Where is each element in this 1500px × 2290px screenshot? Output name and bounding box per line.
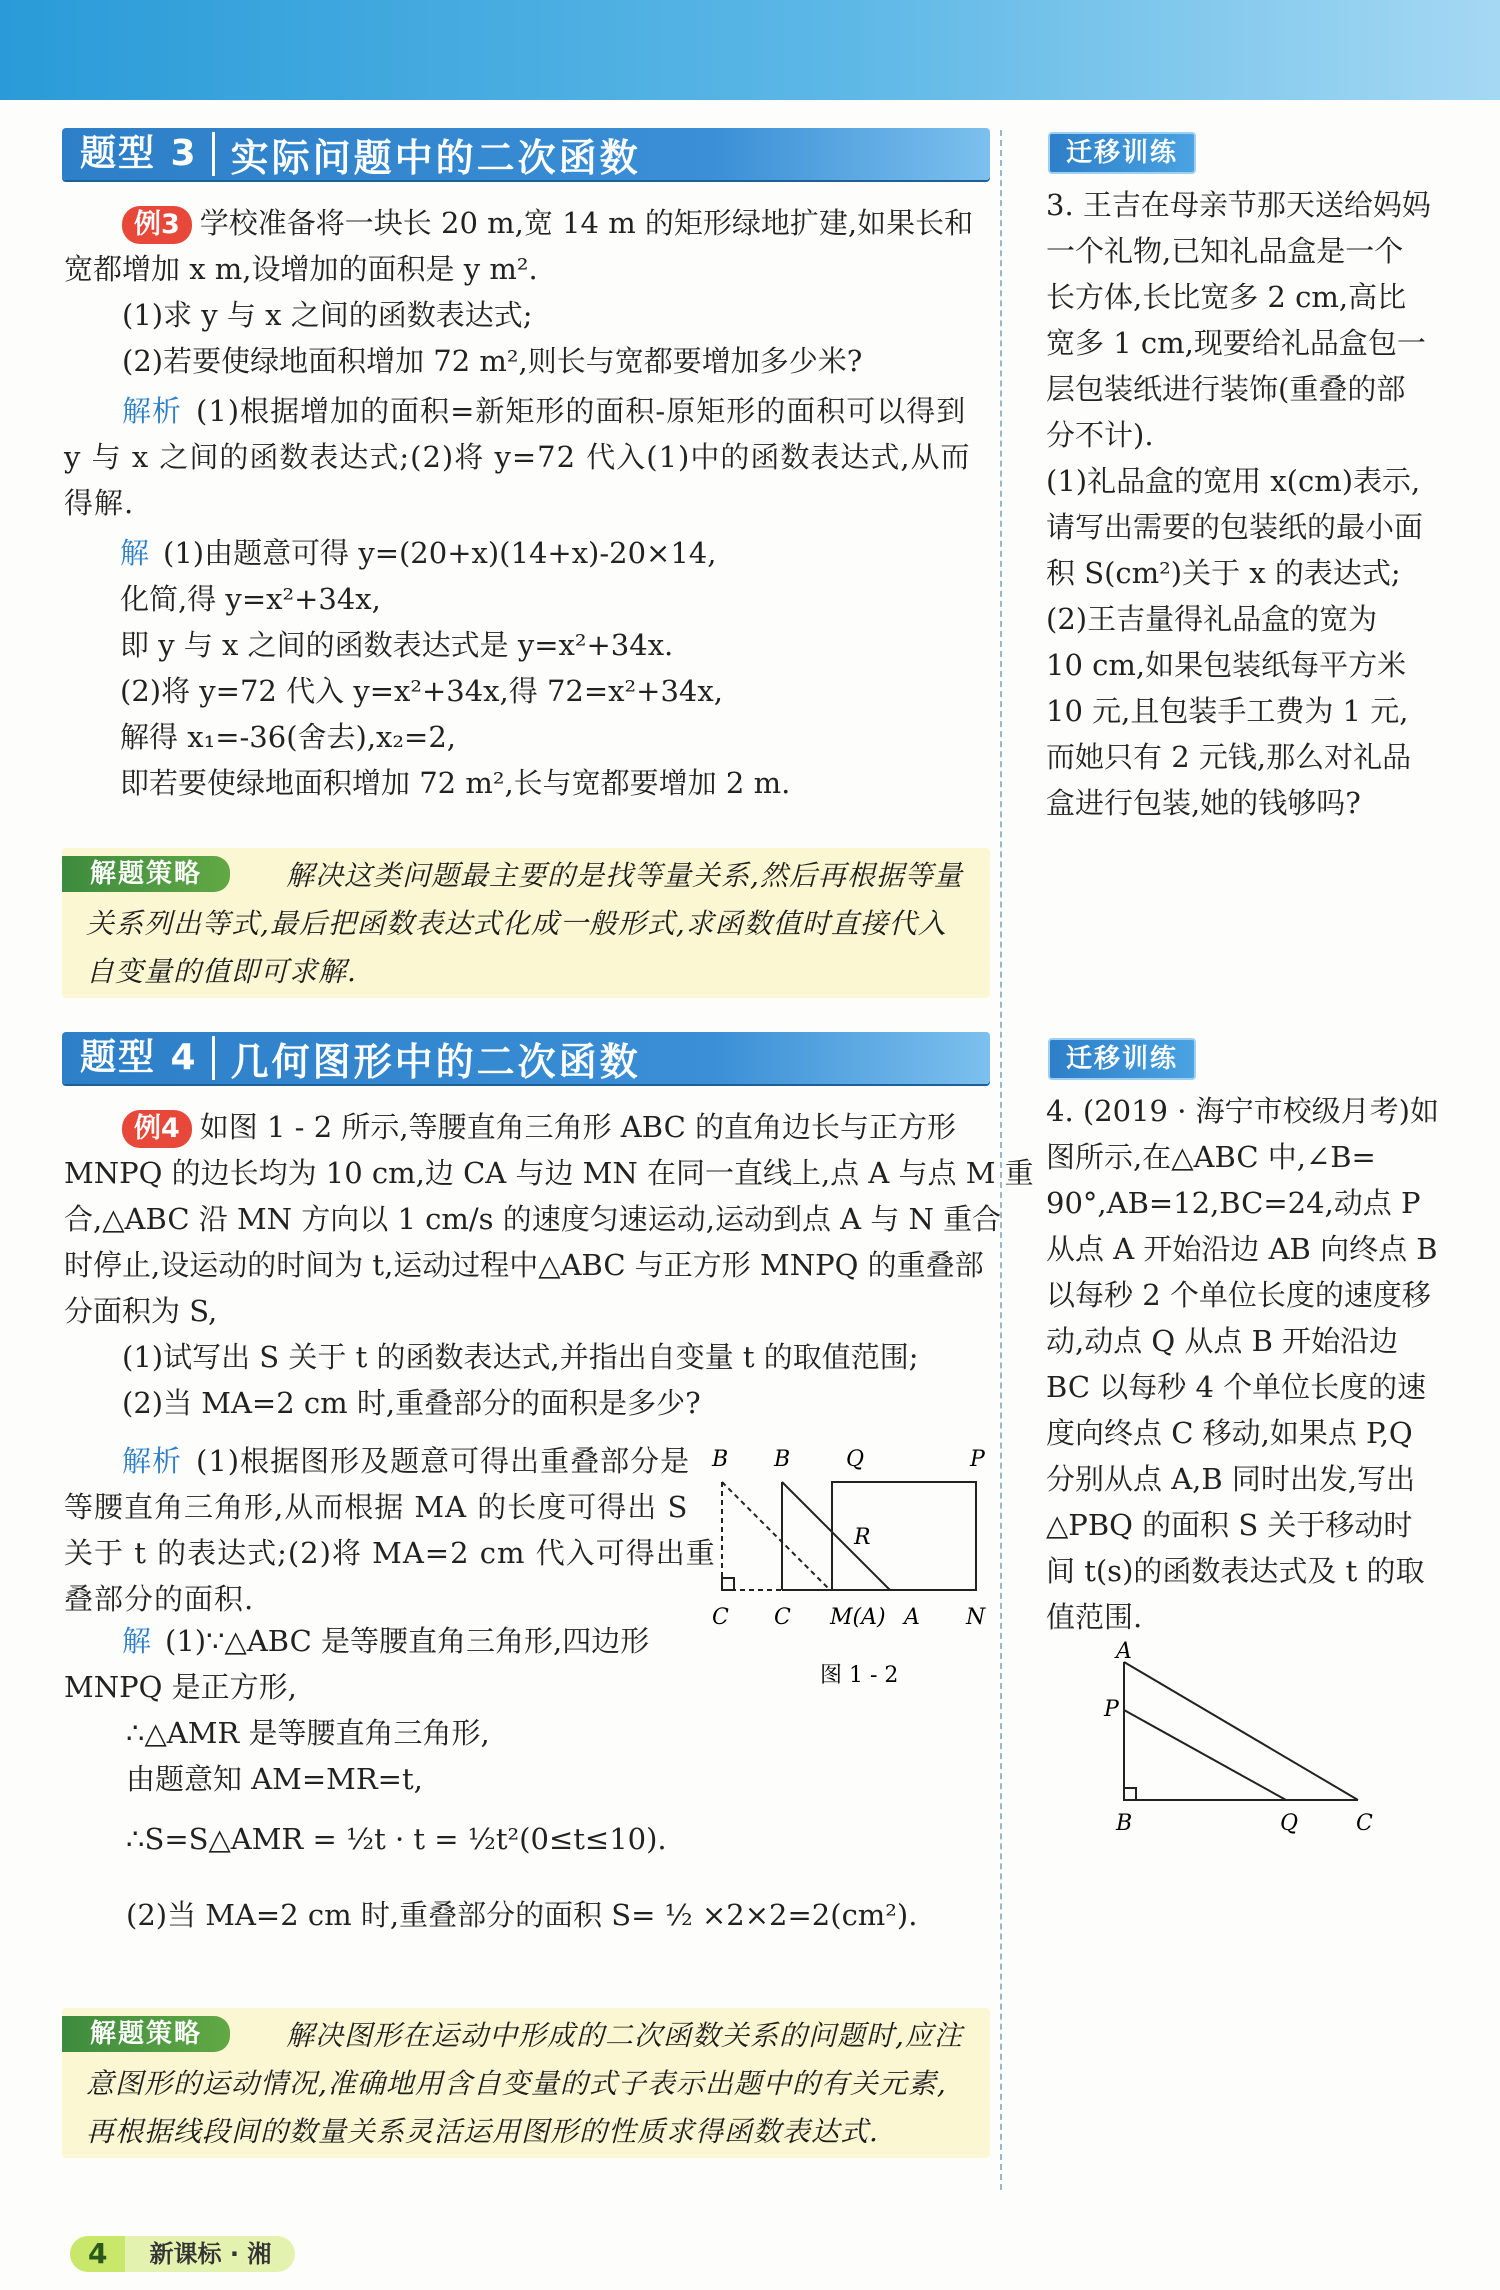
- q3-line: 积 S(cm²)关于 x 的表达式;: [1046, 556, 1401, 590]
- label-B2: B: [774, 1447, 791, 1472]
- problem-line: 合,△ABC 沿 MN 方向以 1 cm/s 的速度匀速运动,运动到点 A 与 N 重合: [64, 1202, 1002, 1236]
- problem-line: (1)试写出 S 关于 t 的函数表达式,并指出自变量 t 的取值范围;: [122, 1340, 919, 1374]
- analysis-line: 关于 t 的表达式;(2)将 MA=2 cm 代入可得出重: [64, 1536, 716, 1570]
- solution-label: 解: [122, 1624, 152, 1658]
- q3-line: 而她只有 2 元钱,那么对礼品: [1046, 740, 1412, 774]
- q4-line: 4. (2019 · 海宁市校级月考)如: [1046, 1094, 1439, 1128]
- problem-line: (2)若要使绿地面积增加 72 m²,则长与宽都要增加多少米?: [122, 344, 863, 378]
- problem-line: 学校准备将一块长 20 m,宽 14 m 的矩形绿地扩建,如果长和: [199, 206, 974, 240]
- transfer-tag-1: 迁移训练: [1048, 132, 1196, 174]
- section-3-header: [62, 128, 990, 180]
- example-3-solution: [120, 530, 990, 806]
- example-3-badge: 例3: [122, 206, 192, 244]
- problem-line: 如图 1 - 2 所示,等腰直角三角形 ABC 的直角边长与正方形: [199, 1110, 957, 1144]
- example-4-badge: 例4: [122, 1110, 192, 1148]
- q4-line: 以每秒 2 个单位长度的速度移: [1046, 1278, 1431, 1312]
- analysis-line: 等腰直角三角形,从而根据 MA 的长度可得出 S: [64, 1490, 689, 1524]
- page-footer: [70, 2236, 295, 2272]
- triangle-hyp: [782, 1482, 890, 1590]
- strategy-tag: 解题策略: [62, 2016, 230, 2052]
- analysis-label: 解析: [122, 1444, 183, 1478]
- label-B1: B: [712, 1447, 729, 1472]
- section-4-title: 几何图形中的二次函数: [230, 1039, 641, 1084]
- q3-line: 3. 王吉在母亲节那天送给妈妈: [1046, 188, 1431, 222]
- solution-line: 由题意知 AM=MR=t,: [126, 1762, 423, 1796]
- q4-line: 间 t(s)的函数表达式及 t 的取: [1046, 1554, 1425, 1588]
- strategy-text: 解决图形在运动中形成的二次函数关系的问题时,应注意图形的运动情况,准确地用含自变量的式子表示出题中的有关元素,再根据线段间的数量关系灵活运用图形的性质求得函数表达式.: [86, 2019, 963, 2148]
- q4-line: 动,动点 Q 从点 B 开始沿边: [1046, 1324, 1399, 1358]
- label-B: B: [1116, 1811, 1133, 1836]
- example-4-problem: [64, 1104, 1034, 1426]
- solution-line: ∴S=S△AMR = ½t · t = ½t²(0≤t≤10).: [126, 1822, 667, 1856]
- q4-line: △PBQ 的面积 S 关于移动时: [1046, 1508, 1413, 1542]
- q4-line: 度向终点 C 移动,如果点 P,Q: [1046, 1416, 1413, 1450]
- label-P: P: [970, 1447, 985, 1472]
- q3-line: 宽多 1 cm,现要给礼品盒包一: [1046, 326, 1426, 360]
- problem-line: (2)当 MA=2 cm 时,重叠部分的面积是多少?: [122, 1386, 701, 1420]
- problem-line: (1)求 y 与 x 之间的函数表达式;: [122, 298, 533, 332]
- q3-line: 分不计).: [1046, 418, 1154, 452]
- q3-line: 一个礼物,已知礼品盒是一个: [1046, 234, 1404, 268]
- q3-line: 10 cm,如果包装纸每平方米: [1046, 648, 1407, 682]
- q3-line: 10 元,且包装手工费为 1 元,: [1046, 694, 1409, 728]
- label-P: P: [1104, 1697, 1119, 1722]
- analysis-line: y 与 x 之间的函数表达式;(2)将 y=72 代入(1)中的函数表达式,从而: [64, 440, 971, 474]
- label-C2: C: [774, 1605, 791, 1630]
- q3-line: 盒进行包装,她的钱够吗?: [1046, 786, 1361, 820]
- analysis-line: (1)根据图形及题意可得出重叠部分是: [196, 1444, 691, 1478]
- transfer-tag-2: 迁移训练: [1048, 1038, 1196, 1080]
- problem-line: 时停止,设运动的时间为 t,运动过程中△ABC 与正方形 MNPQ 的重叠部: [64, 1248, 984, 1282]
- section-4-header: [62, 1032, 990, 1084]
- q4-line: 图所示,在△ABC 中,∠B=: [1046, 1140, 1376, 1174]
- solution-line: ∴△AMR 是等腰直角三角形,: [126, 1716, 490, 1750]
- example-4-solution-b: [126, 1710, 986, 1938]
- right-angle-mark: [1124, 1788, 1136, 1800]
- question-4: [1046, 1088, 1446, 1640]
- example-3-problem: [64, 200, 994, 384]
- question-3: [1046, 182, 1446, 826]
- strategy-box-3: [62, 848, 990, 998]
- top-banner: [0, 0, 1500, 100]
- q4-line: 值范围.: [1046, 1600, 1143, 1634]
- label-R: R: [854, 1525, 871, 1550]
- problem-line: 宽都增加 x m,设增加的面积是 y m².: [64, 252, 538, 286]
- q4-line: 分别从点 A,B 同时出发,写出: [1046, 1462, 1416, 1496]
- solution-line: MNPQ 是正方形,: [64, 1670, 297, 1704]
- solution-line: 即若要使绿地面积增加 72 m²,长与宽都要增加 2 m.: [120, 766, 791, 800]
- figure-1-2: [706, 1430, 996, 1690]
- section-3-title: 实际问题中的二次函数: [230, 135, 641, 180]
- label-Q: Q: [1280, 1811, 1299, 1836]
- problem-line: MNPQ 的边长均为 10 cm,边 CA 与边 MN 在同一直线上,点 A 与点 M 重: [64, 1156, 1034, 1190]
- figure-caption: 图 1 - 2: [820, 1663, 899, 1688]
- q4-line: 90°,AB=12,BC=24,动点 P: [1046, 1186, 1421, 1220]
- problem-line: 分面积为 S,: [64, 1294, 218, 1328]
- q4-line: 从点 A 开始沿边 AB 向终点 B: [1046, 1232, 1438, 1266]
- label-A: A: [1116, 1640, 1132, 1664]
- solution-line: 即 y 与 x 之间的函数表达式是 y=x²+34x.: [120, 628, 674, 662]
- label-MA: M(A): [830, 1605, 886, 1630]
- example-4-analysis: [64, 1438, 716, 1622]
- label-C: C: [1356, 1811, 1373, 1836]
- q3-line: (1)礼品盒的宽用 x(cm)表示,: [1046, 464, 1421, 498]
- q3-line: 层包装纸进行装饰(重叠的部: [1046, 372, 1406, 406]
- label-N: N: [966, 1605, 986, 1630]
- label-C1: C: [712, 1605, 729, 1630]
- solution-line: 化简,得 y=x²+34x,: [120, 582, 381, 616]
- q3-line: 长方体,长比宽多 2 cm,高比: [1046, 280, 1407, 314]
- analysis-line: 叠部分的面积.: [64, 1582, 255, 1616]
- analysis-line: 得解.: [64, 486, 135, 520]
- right-angle-mark: [722, 1578, 734, 1590]
- page-number: 4: [70, 2236, 125, 2272]
- series-name: 新课标 · 湘: [125, 2236, 295, 2272]
- strategy-tag: 解题策略: [62, 856, 230, 892]
- q3-line: (2)王吉量得礼品盒的宽为: [1046, 602, 1378, 636]
- section-3-tag: 题型 3: [62, 132, 215, 176]
- dashed-hyp: [722, 1482, 830, 1590]
- solution-label: 解: [120, 536, 150, 570]
- label-A: A: [904, 1605, 920, 1630]
- strategy-box-4: [62, 2008, 990, 2158]
- label-Q: Q: [846, 1447, 865, 1472]
- solution-line: 解得 x₁=-36(舍去),x₂=2,: [120, 720, 456, 754]
- segment-PQ: [1124, 1710, 1286, 1800]
- solution-line: (2)将 y=72 代入 y=x²+34x,得 72=x²+34x,: [120, 674, 723, 708]
- section-4-tag: 题型 4: [62, 1036, 215, 1080]
- side-AC: [1124, 1662, 1358, 1800]
- solution-line: (1)由题意可得 y=(20+x)(14+x)-20×14,: [163, 536, 717, 570]
- solution-line: (2)当 MA=2 cm 时,重叠部分的面积 S= ½ ×2×2=2(cm²).: [126, 1898, 918, 1932]
- strategy-text: 解决这类问题最主要的是找等量关系,然后再根据等量关系列出等式,最后把函数表达式化成一般形式,求函数值时直接代入自变量的值即可求解.: [86, 859, 963, 988]
- solution-line: (1)∵△ABC 是等腰直角三角形,四边形: [165, 1624, 650, 1658]
- q4-line: BC 以每秒 4 个单位长度的速: [1046, 1370, 1427, 1404]
- analysis-label: 解析: [122, 394, 183, 428]
- q3-line: 请写出需要的包装纸的最小面: [1046, 510, 1424, 544]
- triangle-figure: [1100, 1640, 1380, 1840]
- example-4-solution-a: [64, 1618, 704, 1710]
- analysis-line: (1)根据增加的面积=新矩形的面积-原矩形的面积可以得到: [196, 394, 967, 428]
- example-3-analysis: [64, 388, 994, 526]
